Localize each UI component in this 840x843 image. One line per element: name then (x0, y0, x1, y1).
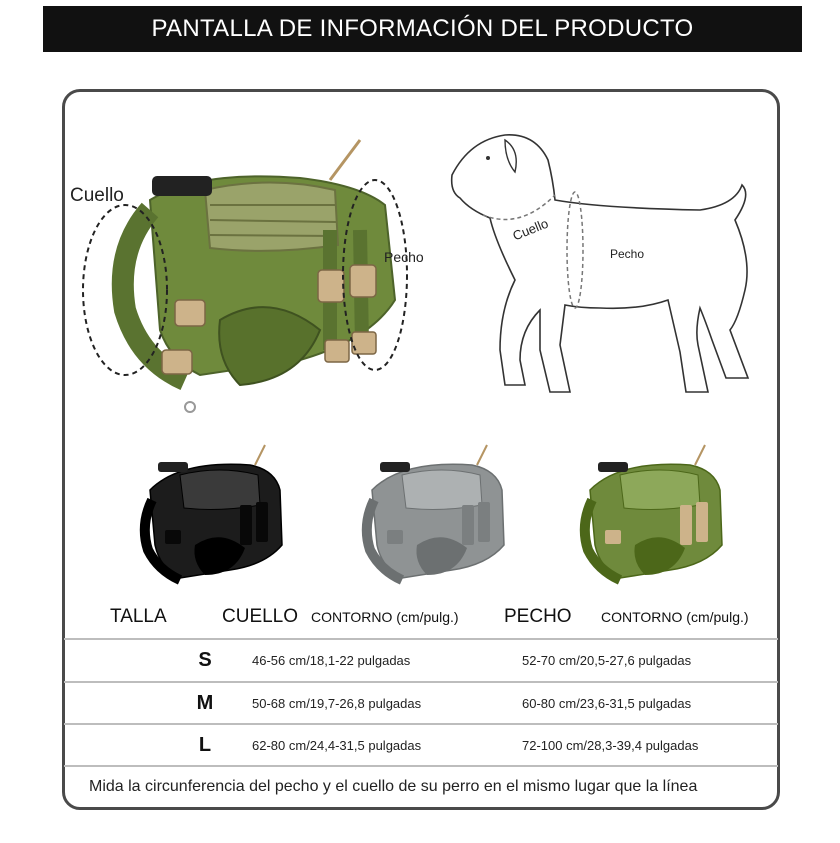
row-size: L (198, 734, 212, 756)
harness-variant (367, 445, 504, 580)
table-row (64, 683, 780, 725)
diagram-chest-label: Pecho (610, 247, 645, 261)
row-neck-value: 46-56 cm/18,1-22 pulgadas (252, 653, 411, 668)
row-chest-value: 52-70 cm/20,5-27,6 pulgadas (522, 653, 692, 668)
harness-variant (585, 445, 722, 580)
photo-chest-label: Pecho (384, 249, 424, 265)
header-chest-unit: CONTORNO (cm/pulg.) (601, 609, 749, 625)
row-size: S (198, 649, 212, 671)
header-neck: CUELLO (222, 606, 299, 627)
row-chest-value: 60-80 cm/23,6-31,5 pulgadas (522, 696, 692, 711)
diagram-neck-label: Cuello (510, 215, 551, 244)
photo-neck-label: Cuello (70, 185, 124, 206)
measurement-note: Mida la circunferencia del pecho y el cuello de su perro en el mismo lugar que la línea (89, 778, 698, 795)
table-row (64, 725, 780, 767)
row-neck-value: 50-68 cm/19,7-26,8 pulgadas (252, 696, 422, 711)
header-chest: PECHO (504, 606, 572, 627)
row-size: M (196, 692, 214, 714)
table-row (64, 640, 780, 682)
header-neck-unit: CONTORNO (cm/pulg.) (311, 609, 459, 625)
header-size: TALLA (110, 606, 167, 627)
page-title: PANTALLA DE INFORMACIÓN DEL PRODUCTO (151, 15, 694, 42)
row-neck-value: 62-80 cm/24,4-31,5 pulgadas (252, 738, 422, 753)
row-chest-value: 72-100 cm/28,3-39,4 pulgadas (522, 738, 699, 753)
harness-variant (145, 445, 282, 580)
